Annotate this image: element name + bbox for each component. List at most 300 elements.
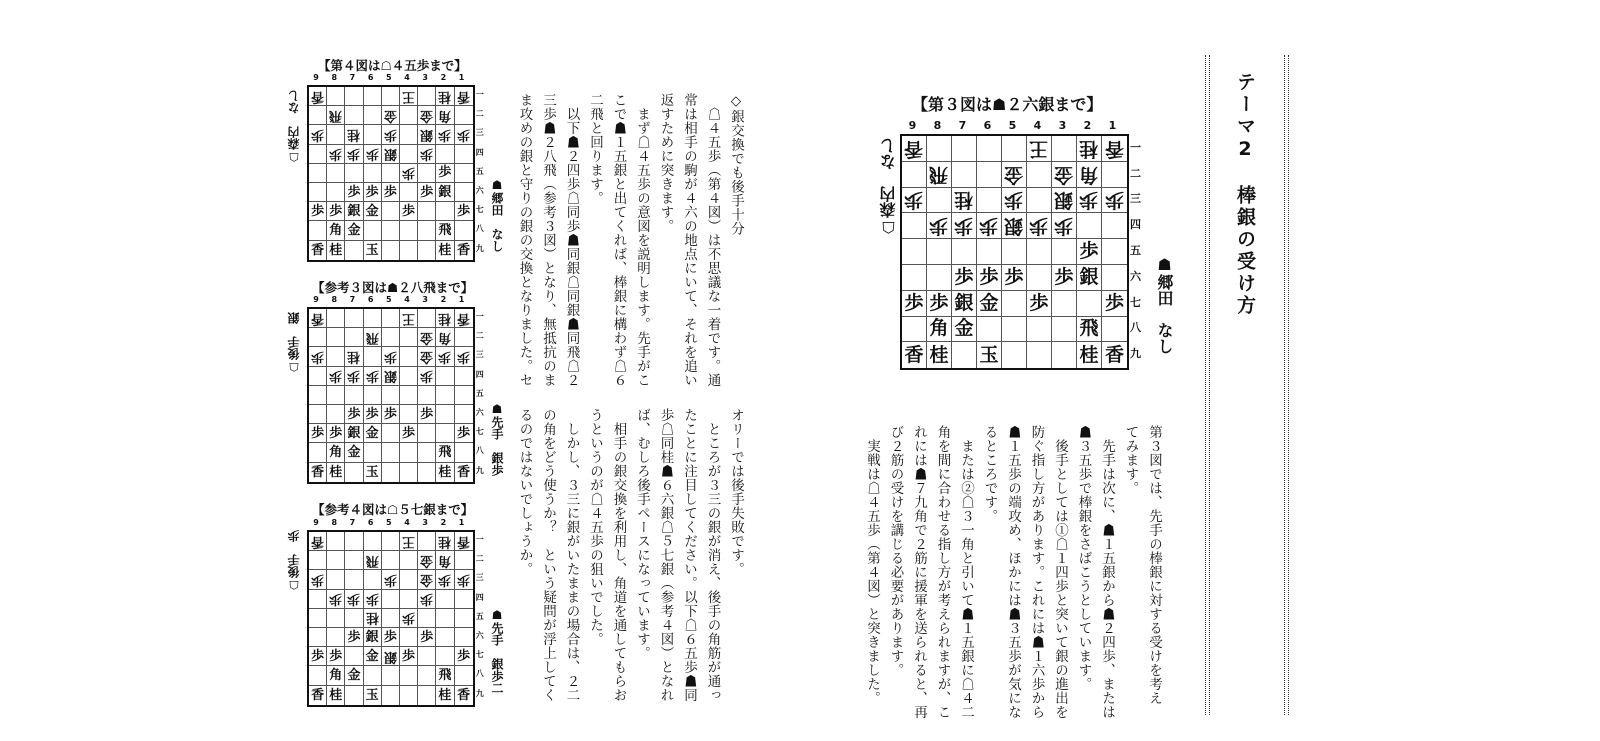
gote-piece: 飛 <box>365 329 379 345</box>
board-square <box>1077 136 1102 162</box>
right-text-line: てみます。 <box>1122 425 1139 495</box>
board-square <box>1102 162 1127 188</box>
column-label: 6 <box>367 295 374 304</box>
board-square <box>345 532 363 551</box>
board-square <box>327 309 345 328</box>
board-square <box>382 532 400 551</box>
board-square <box>952 342 977 368</box>
row-label: 二 <box>1130 166 1141 180</box>
sente-piece: 歩 <box>457 425 471 441</box>
board-square <box>345 647 363 666</box>
board-square <box>364 183 382 202</box>
board-square <box>927 265 952 291</box>
gote-piece: 歩 <box>1104 189 1124 212</box>
lower-middle-text-line: 相手の銀交換を利用し、角道を通してもらお <box>610 408 627 702</box>
ref3-gote-hand: ☖後手 銀 <box>287 312 301 374</box>
board-square <box>902 213 927 239</box>
column-label: 1 <box>458 295 465 304</box>
sente-piece: 飛 <box>1079 317 1099 340</box>
board-square <box>927 239 952 265</box>
board-square <box>436 183 454 202</box>
board-square <box>1027 213 1052 239</box>
column-label: 9 <box>313 295 319 304</box>
board-square <box>309 532 327 551</box>
sente-piece: 歩 <box>311 648 325 664</box>
upper-middle-text-line: 常は相手の駒が４六の地点にいて、それを追い <box>681 93 697 387</box>
board-square <box>902 291 927 317</box>
board-square <box>455 241 473 260</box>
board-square <box>400 309 418 328</box>
board-square <box>418 686 436 705</box>
sente-piece: 歩 <box>347 406 361 422</box>
gote-piece: 香 <box>457 533 471 549</box>
board-square <box>309 125 327 144</box>
gote-piece: 歩 <box>383 126 397 142</box>
board-square <box>1027 188 1052 214</box>
board-square <box>927 162 952 188</box>
row-label: 六 <box>1130 269 1141 283</box>
sente-piece: 歩 <box>383 629 397 645</box>
board-square <box>309 424 327 443</box>
board-square <box>364 463 382 482</box>
column-label: 4 <box>404 518 410 527</box>
sente-piece: 角 <box>329 444 343 460</box>
gote-piece: 飛 <box>365 552 379 568</box>
gote-piece: 歩 <box>1004 189 1024 212</box>
board-square <box>436 202 454 221</box>
lower-middle-text-line: うというのが☖４五歩の狙いでした。 <box>587 408 603 646</box>
board-square <box>418 532 436 551</box>
board-square <box>436 570 454 589</box>
board-square <box>418 164 436 183</box>
right-text-line: または②☖３一角と引いて☗１五銀に☖４二 <box>958 425 974 719</box>
board-square <box>1052 265 1077 291</box>
gote-piece: 桂 <box>954 189 974 212</box>
gote-piece: 銀 <box>1004 215 1024 238</box>
board-square <box>327 328 345 347</box>
board-square <box>364 443 382 462</box>
board-square <box>309 570 327 589</box>
board-square <box>345 443 363 462</box>
gote-piece: 桂 <box>438 88 452 104</box>
board-square <box>382 145 400 164</box>
column-label: 6 <box>367 73 374 82</box>
row-label: 八 <box>475 446 484 456</box>
board-square <box>400 183 418 202</box>
board-square <box>436 87 454 106</box>
board-square <box>1027 136 1052 162</box>
board-square <box>382 202 400 221</box>
sente-piece: 歩 <box>457 203 471 219</box>
row-label: 七 <box>475 650 484 660</box>
fig3-gote-hand: ☖森内 なし <box>879 138 898 237</box>
board-square <box>400 443 418 462</box>
gote-piece: 歩 <box>438 571 452 587</box>
sente-piece: 歩 <box>329 425 343 441</box>
board-square <box>418 443 436 462</box>
sente-piece: 玉 <box>365 242 379 258</box>
board-square <box>436 647 454 666</box>
board-square <box>345 106 363 125</box>
board-square <box>418 347 436 366</box>
board-square <box>436 106 454 125</box>
upper-middle-text-line: まず☖４五歩の意図を説明します。先手がこ <box>634 93 650 387</box>
board-square <box>436 532 454 551</box>
board-square <box>952 162 977 188</box>
board-square <box>927 136 952 162</box>
board-square <box>345 551 363 570</box>
board-square <box>364 686 382 705</box>
board-square <box>400 666 418 685</box>
sente-piece: 香 <box>457 242 471 258</box>
sente-piece: 歩 <box>329 648 343 664</box>
board-square <box>1002 188 1027 214</box>
gote-piece: 香 <box>904 137 924 160</box>
gote-piece: 桂 <box>365 610 379 626</box>
right-text-line: るところです。 <box>981 425 998 523</box>
board-square <box>327 347 345 366</box>
board-square <box>309 551 327 570</box>
row-label: 八 <box>475 669 484 679</box>
column-label: 6 <box>367 518 374 527</box>
board-square <box>436 443 454 462</box>
board-square <box>382 405 400 424</box>
sente-piece: 銀 <box>365 629 379 645</box>
sente-piece: 香 <box>1104 343 1124 366</box>
board-square <box>455 666 473 685</box>
gote-piece: 金 <box>420 107 434 123</box>
upper-middle-text-line: ☖４五歩（第４図）は不思議な一着です。通 <box>704 93 721 387</box>
gote-piece: 桂 <box>438 310 452 326</box>
board-square <box>455 609 473 628</box>
board-square <box>327 424 345 443</box>
sente-piece: 銀 <box>1079 265 1099 288</box>
board-square <box>345 386 363 405</box>
board-square <box>309 328 327 347</box>
column-label: 8 <box>331 295 338 304</box>
sente-piece: 金 <box>979 291 999 314</box>
board-square <box>418 570 436 589</box>
board-square <box>436 164 454 183</box>
sente-piece: 歩 <box>1004 265 1024 288</box>
board-square <box>364 309 382 328</box>
board-square <box>309 87 327 106</box>
sente-piece: 飛 <box>438 667 452 683</box>
board-square <box>309 309 327 328</box>
board-square <box>309 183 327 202</box>
board-square <box>382 125 400 144</box>
column-label: 3 <box>422 518 428 527</box>
gote-piece: 歩 <box>438 348 452 364</box>
board-square <box>345 309 363 328</box>
board-square <box>902 136 927 162</box>
board-square <box>952 136 977 162</box>
board-square <box>309 647 327 666</box>
board-square <box>977 239 1002 265</box>
board-square <box>309 202 327 221</box>
board-square <box>327 570 345 589</box>
row-label: 六 <box>475 408 484 418</box>
board-square <box>436 367 454 386</box>
board-square <box>327 590 345 609</box>
board-square <box>418 386 436 405</box>
board-square <box>400 87 418 106</box>
board-square <box>309 628 327 647</box>
board-square <box>364 164 382 183</box>
row-label: 三 <box>475 128 484 138</box>
board-square <box>455 87 473 106</box>
board-square <box>1102 265 1127 291</box>
row-label: 四 <box>475 592 484 602</box>
board-square <box>436 590 454 609</box>
gote-piece: 歩 <box>329 368 343 384</box>
row-label: 一 <box>475 312 484 322</box>
board-square <box>400 221 418 240</box>
board-square <box>400 424 418 443</box>
board-square <box>400 551 418 570</box>
board-square <box>952 213 977 239</box>
sente-piece: 金 <box>954 317 974 340</box>
gote-piece: 角 <box>438 329 452 345</box>
board-square <box>309 221 327 240</box>
board-square <box>345 125 363 144</box>
sente-piece: 銀 <box>954 291 974 314</box>
board-square <box>436 347 454 366</box>
board-square <box>345 367 363 386</box>
sente-piece: 歩 <box>1029 291 1049 314</box>
board-square <box>1077 213 1102 239</box>
sente-piece: 金 <box>347 667 361 683</box>
board-square <box>418 87 436 106</box>
board-square <box>327 386 345 405</box>
board-square <box>364 87 382 106</box>
board-square <box>455 570 473 589</box>
sente-piece: 金 <box>365 203 379 219</box>
board-square <box>364 405 382 424</box>
upper-middle-text-line: 返すために突きます。 <box>657 93 674 233</box>
sente-piece: 桂 <box>329 687 343 703</box>
board-square <box>327 463 345 482</box>
upper-middle-text-line: 以下☗２四歩☖同歩☗同銀☖同銀☗同飛☖２ <box>563 93 580 387</box>
board-square <box>382 183 400 202</box>
gote-piece: 歩 <box>420 368 434 384</box>
gote-piece: 金 <box>420 329 434 345</box>
board-square <box>418 609 436 628</box>
gote-piece: 歩 <box>311 126 325 142</box>
sente-piece: 香 <box>457 464 471 480</box>
board-square <box>1027 317 1052 343</box>
board-square <box>436 145 454 164</box>
column-label: 4 <box>404 295 410 304</box>
board-square <box>455 443 473 462</box>
gote-piece: 香 <box>1104 137 1124 160</box>
board-square <box>977 342 1002 368</box>
board-square <box>327 221 345 240</box>
sente-piece: 桂 <box>329 464 343 480</box>
sente-piece: 香 <box>457 687 471 703</box>
board-square <box>455 532 473 551</box>
board-square <box>400 463 418 482</box>
gote-piece: 歩 <box>383 348 397 364</box>
gote-piece: 歩 <box>329 146 343 162</box>
board-square <box>400 590 418 609</box>
upper-middle-text-line: こで☗１五銀と出てくれば、棒銀に構わず☖６ <box>610 93 627 387</box>
right-text-block <box>860 425 1166 719</box>
board-square <box>309 106 327 125</box>
sente-piece: 銀 <box>347 425 361 441</box>
sente-piece: 歩 <box>402 203 416 219</box>
column-label: 5 <box>386 518 392 527</box>
board-square <box>418 241 436 260</box>
gote-piece: 歩 <box>402 165 416 181</box>
board-square <box>382 609 400 628</box>
sente-piece: 歩 <box>420 184 434 200</box>
gote-piece: 角 <box>438 552 452 568</box>
sente-piece: 桂 <box>929 343 949 366</box>
board-square <box>418 183 436 202</box>
board-square <box>455 164 473 183</box>
gote-piece: 金 <box>1004 163 1024 186</box>
board-square <box>364 106 382 125</box>
board-square <box>327 145 345 164</box>
board-square <box>455 405 473 424</box>
board-square <box>436 221 454 240</box>
board-square <box>309 347 327 366</box>
board-square <box>345 628 363 647</box>
board-square <box>400 202 418 221</box>
ref3-row-labels <box>476 307 484 480</box>
fig3-row-labels <box>1130 134 1141 366</box>
board-square <box>455 202 473 221</box>
board-square <box>400 628 418 647</box>
right-text-line: 角を間に合わせる指し方が考えられますが、こ <box>934 425 951 719</box>
board-square <box>364 424 382 443</box>
board-square <box>1102 136 1127 162</box>
column-label: 8 <box>331 73 338 82</box>
sente-piece: 歩 <box>347 184 361 200</box>
gote-piece: 歩 <box>1029 215 1049 238</box>
board-square <box>327 647 345 666</box>
lower-middle-text-line: オリーでは後手失敗です。 <box>728 408 744 576</box>
gote-piece: 王 <box>402 533 416 549</box>
column-label: 5 <box>386 73 392 82</box>
board-square <box>382 590 400 609</box>
sente-piece: 玉 <box>979 343 999 366</box>
board-square <box>327 532 345 551</box>
row-label: 六 <box>475 186 484 196</box>
gote-piece: 歩 <box>420 146 434 162</box>
board-square <box>927 213 952 239</box>
column-label: 5 <box>386 295 392 304</box>
row-label: 九 <box>1130 347 1141 361</box>
sente-piece: 角 <box>329 222 343 238</box>
board-square <box>418 590 436 609</box>
board-square <box>400 106 418 125</box>
board-square <box>345 221 363 240</box>
gote-piece: 歩 <box>929 215 949 238</box>
gote-piece: 歩 <box>365 591 379 607</box>
sente-piece: 歩 <box>1104 291 1124 314</box>
board-square <box>1052 188 1077 214</box>
column-label: 9 <box>908 119 917 132</box>
board-square <box>1002 342 1027 368</box>
board-square <box>327 202 345 221</box>
right-text-line: ☗３五歩で棒銀をさばこうとしています。 <box>1075 425 1092 691</box>
sente-piece: 歩 <box>365 406 379 422</box>
ref4-gote-hand: ☖後手 歩 <box>287 530 301 592</box>
row-label: 五 <box>1130 244 1141 258</box>
board-square <box>382 221 400 240</box>
sente-piece: 金 <box>347 444 361 460</box>
sente-piece: 歩 <box>365 184 379 200</box>
board-square <box>418 145 436 164</box>
board-square <box>400 405 418 424</box>
board-square <box>418 551 436 570</box>
board-square <box>1102 239 1127 265</box>
fig3-title: 【第３図は☗２六銀まで】 <box>912 95 1103 114</box>
sente-piece: 歩 <box>402 425 416 441</box>
row-label: 三 <box>475 573 484 583</box>
sente-piece: 香 <box>311 687 325 703</box>
sente-piece: 玉 <box>365 464 379 480</box>
board-square <box>327 405 345 424</box>
gote-piece: 歩 <box>1054 215 1074 238</box>
gote-piece: 歩 <box>457 126 471 142</box>
board-square <box>455 424 473 443</box>
right-text-line: 第３図では、先手の棒銀に対する受けを考え <box>1146 425 1162 705</box>
board-square <box>327 609 345 628</box>
board-square <box>364 386 382 405</box>
board-square <box>309 590 327 609</box>
gote-piece: 飛 <box>329 107 343 123</box>
ref3-title: 【参考３図は☗２八飛まで】 <box>312 280 474 295</box>
gote-piece: 歩 <box>420 591 434 607</box>
ref3-sente-hand: ☗先手 銀歩 <box>490 402 504 476</box>
board-square <box>977 291 1002 317</box>
board-square <box>345 686 363 705</box>
board-square <box>1102 317 1127 343</box>
sente-piece: 金 <box>347 222 361 238</box>
board-square <box>345 405 363 424</box>
board-square <box>1077 239 1102 265</box>
board-square <box>364 647 382 666</box>
board-square <box>1077 188 1102 214</box>
board-square <box>902 188 927 214</box>
board-square <box>455 590 473 609</box>
column-label: 1 <box>1108 119 1117 132</box>
sente-piece: 香 <box>311 464 325 480</box>
gote-piece: 桂 <box>438 533 452 549</box>
board-square <box>418 405 436 424</box>
row-label: 五 <box>475 166 484 176</box>
board-square <box>455 106 473 125</box>
gote-piece: 歩 <box>383 571 397 587</box>
column-label: 2 <box>440 295 447 304</box>
board-square <box>400 532 418 551</box>
board-square <box>309 666 327 685</box>
board-square <box>436 628 454 647</box>
lower-middle-text-line: たことに注目してください。以下☖６五歩☗同 <box>681 408 697 702</box>
column-label: 8 <box>331 518 338 527</box>
right-text-line: び２筋の受けを講じる必要があります。 <box>887 425 904 677</box>
board-square <box>382 686 400 705</box>
board-square <box>436 463 454 482</box>
column-label: 2 <box>440 73 447 82</box>
column-label: 1 <box>458 518 465 527</box>
board-square <box>1102 342 1127 368</box>
column-label: 2 <box>1083 119 1092 132</box>
sente-piece: 歩 <box>438 165 452 181</box>
